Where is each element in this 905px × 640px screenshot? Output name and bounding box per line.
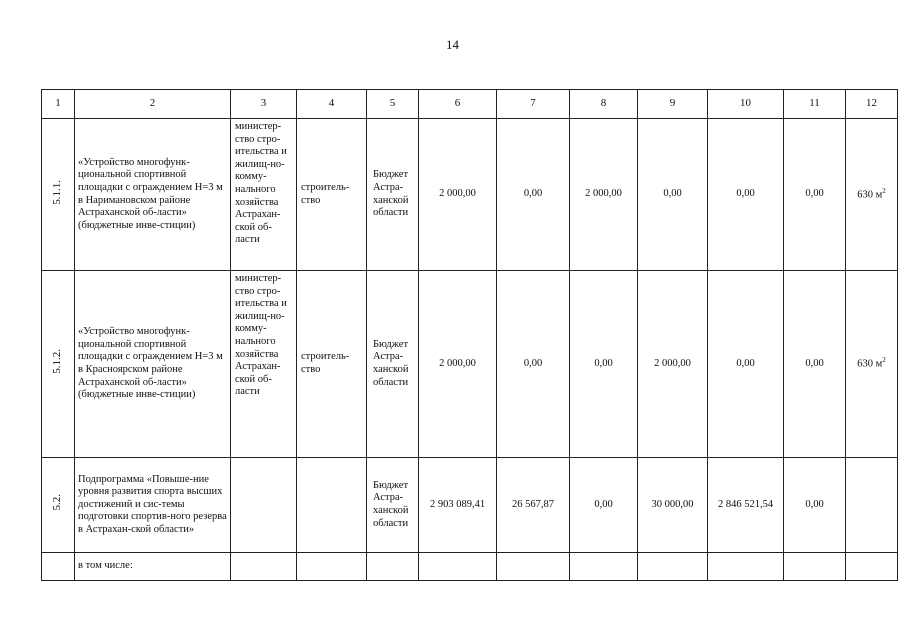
header-cell: 5	[367, 90, 419, 119]
row-col9: 2 000,00	[638, 271, 708, 458]
row-executor	[231, 458, 297, 553]
table-header-row	[42, 90, 898, 119]
row-col6: 2 000,00	[419, 271, 497, 458]
row-col10: 0,00	[708, 271, 784, 458]
row-col12-sup: 2	[882, 186, 886, 195]
row-code: 5.2.	[51, 494, 64, 511]
row-col8	[570, 553, 638, 581]
header-cell: 9	[638, 90, 708, 119]
row-col6: 2 903 089,41	[419, 458, 497, 553]
row-work-type	[297, 553, 367, 581]
row-code-cell	[42, 271, 75, 458]
row-code: 5.1.2.	[51, 349, 64, 375]
row-code-cell	[42, 119, 75, 271]
row-executor	[231, 553, 297, 581]
header-cell: 11	[784, 90, 846, 119]
row-col7	[497, 553, 570, 581]
program-table	[41, 89, 898, 581]
row-col10	[708, 553, 784, 581]
row-work-type: строитель-ство	[297, 271, 367, 458]
row-col6	[419, 553, 497, 581]
row-executor: министер-ство стро-ительства и жилищ-но-комму-нального хозяйства Астрахан-ской об-ласти	[231, 119, 297, 271]
table-row	[42, 119, 898, 271]
row-col12-sup: 2	[882, 356, 886, 365]
row-work-type	[297, 458, 367, 553]
header-cell: 2	[75, 90, 231, 119]
row-col11: 0,00	[784, 119, 846, 271]
row-col11: 0,00	[784, 271, 846, 458]
row-col12-value: 630 м	[857, 189, 883, 201]
header-cell: 12	[846, 90, 898, 119]
row-col8: 0,00	[570, 271, 638, 458]
row-col7: 26 567,87	[497, 458, 570, 553]
header-cell: 4	[297, 90, 367, 119]
row-name: «Устройство многофунк-циональной спортивной площадки с ограждением Н=3 м в Наримановском районе Астраханской об-ласти» (бюджетные инве-стиции)	[75, 119, 231, 271]
row-col10: 0,00	[708, 119, 784, 271]
row-name: в том числе:	[75, 553, 231, 581]
row-col12	[846, 458, 898, 553]
row-col8: 0,00	[570, 458, 638, 553]
row-col11	[784, 553, 846, 581]
row-col9: 30 000,00	[638, 458, 708, 553]
row-code: 5.1.1.	[51, 179, 64, 205]
row-col11: 0,00	[784, 458, 846, 553]
row-col10: 2 846 521,54	[708, 458, 784, 553]
row-col12-value: 630 м	[857, 358, 883, 370]
header-cell: 10	[708, 90, 784, 119]
header-cell: 8	[570, 90, 638, 119]
table-row	[42, 553, 898, 581]
row-code-cell	[42, 553, 75, 581]
row-col7: 0,00	[497, 271, 570, 458]
row-col9: 0,00	[638, 119, 708, 271]
row-col12	[846, 119, 898, 271]
row-name: «Устройство многофунк-циональной спортивной площадки с ограждением Н=3 м в Красноярском районе Астраханской об-ласти» (бюджетные инве-стиции)	[75, 271, 231, 458]
row-source: Бюджет Астра-ханской области	[367, 119, 419, 271]
row-col8: 2 000,00	[570, 119, 638, 271]
row-col12	[846, 271, 898, 458]
row-col9	[638, 553, 708, 581]
row-source: Бюджет Астра-ханской области	[367, 458, 419, 553]
row-col6: 2 000,00	[419, 119, 497, 271]
row-col7: 0,00	[497, 119, 570, 271]
header-cell: 3	[231, 90, 297, 119]
table-row	[42, 458, 898, 553]
row-code-cell	[42, 458, 75, 553]
header-cell: 1	[42, 90, 75, 119]
table-row	[42, 271, 898, 458]
row-name: Подпрограмма «Повыше-ние уровня развития спорта высших достижений и сис-темы подготовки спортив-ного резерва в Астрахан-ской области»	[75, 458, 231, 553]
page-number: 14	[446, 37, 459, 52]
header-cell: 7	[497, 90, 570, 119]
row-executor: министер-ство стро-ительства и жилищ-но-комму-нального хозяйства Астрахан-ской об-ласти	[231, 271, 297, 458]
row-source	[367, 553, 419, 581]
row-source: Бюджет Астра-ханской области	[367, 271, 419, 458]
row-work-type: строитель-ство	[297, 119, 367, 271]
header-cell: 6	[419, 90, 497, 119]
row-col12	[846, 553, 898, 581]
